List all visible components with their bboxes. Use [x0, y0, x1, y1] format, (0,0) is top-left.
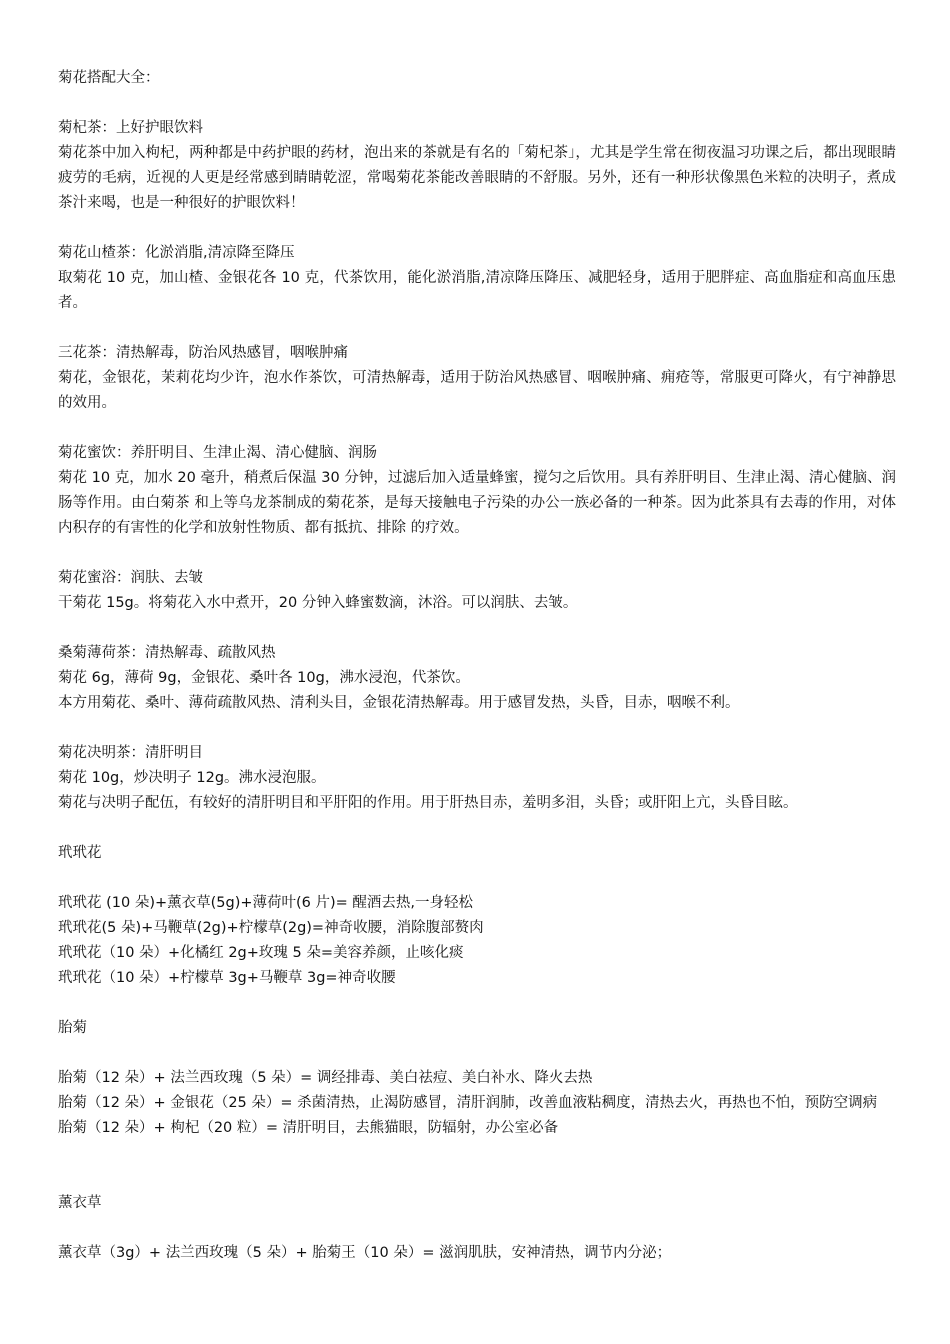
section-taiju — [58, 1016, 896, 1141]
list-item: 胎菊（12 朵）+ 金银花（25 朵）= 杀菌清热，止渴防感冒，清肝润肺，改善血液粘稠度，清热去火，再热也不怕，预防空调病 — [58, 1095, 878, 1111]
section-heading: 菊花决明茶：清肝明目 — [58, 745, 203, 761]
spacer — [58, 716, 896, 741]
section-heading: 薰衣草 — [58, 1195, 102, 1211]
section-paragraph: 菊花 6g，薄荷 9g，金银花、桑叶各 10g，沸水浸泡，代茶饮。 — [58, 670, 470, 686]
spacer — [58, 1216, 896, 1241]
spacer — [58, 216, 896, 241]
section-cassia-tea — [58, 741, 896, 816]
spacer — [58, 991, 896, 1016]
spacer — [58, 1041, 896, 1066]
list-item: 胎菊（12 朵）+ 枸杞（20 粒）= 清肝明目，去熊猫眼，防辐射，办公室必备 — [58, 1120, 559, 1136]
spacer — [58, 1141, 896, 1191]
section-heading: 菊花蜜浴：润肤、去皱 — [58, 570, 203, 586]
list-item: 玳玳花 (10 朵)+薰衣草(5g)+薄荷叶(6 片)= 醒酒去热,一身轻松 — [58, 895, 474, 911]
list-item: 胎菊（12 朵）+ 法兰西玫瑰（5 朵）= 调经排毒、美白祛痘、美白补水、降火去热 — [58, 1070, 593, 1086]
section-hawthorn-tea — [58, 241, 896, 316]
spacer — [58, 816, 896, 841]
section-heading: 胎菊 — [58, 1020, 87, 1036]
section-paragraph: 菊花 10g，炒决明子 12g。沸水浸泡服。 — [58, 770, 326, 786]
section-lavender — [58, 1191, 896, 1266]
list-item: 玳玳花(5 朵)+马鞭草(2g)+柠檬草(2g)=神奇收腰，消除腹部赘肉 — [58, 920, 484, 936]
list-item: 玳玳花（10 朵）+化橘红 2g+玫瑰 5 朵=美容养颜，止咳化痰 — [58, 945, 464, 961]
section-three-flower-tea — [58, 341, 896, 416]
spacer — [58, 91, 896, 116]
section-heading: 菊杞茶：上好护眼饮料 — [58, 120, 203, 136]
section-honey-bath — [58, 566, 896, 616]
section-paragraph: 菊花，金银花，茉莉花均少许，泡水作茶饮，可清热解毒，适用于防治风热感冒、咽喉肿痛、痈疮等，常服更可降火，有宁神静思的效用。 — [58, 370, 896, 411]
section-paragraph: 菊花茶中加入枸杞，两种都是中药护眼的药材，泡出来的茶就是有名的「菊杞茶」，尤其是学生常在彻夜温习功课之后，都出现眼睛疲劳的毛病，近视的人更是经常感到睛睛乾涩，常喝菊花茶能改善眼睛的不舒服。另外，还有一种形状像黑色米粒的决明子，煮成茶汁来喝，也是一种很好的护眼饮料！ — [58, 145, 896, 211]
section-paragraph: 本方用菊花、桑叶、薄荷疏散风热、清利头目，金银花清热解毒。用于感冒发热，头昏，目赤，咽喉不利。 — [58, 695, 740, 711]
section-mulberry-mint-tea — [58, 641, 896, 716]
section-paragraph: 干菊花 15g。将菊花入水中煮开，20 分钟入蜂蜜数滴，沐浴。可以润肤、去皱。 — [58, 595, 578, 611]
spacer — [58, 316, 896, 341]
spacer — [58, 541, 896, 566]
section-heading: 玳玳花 — [58, 845, 102, 861]
spacer — [58, 416, 896, 441]
section-juqi-tea — [58, 116, 896, 216]
section-honey-drink — [58, 441, 896, 541]
section-paragraph: 菊花与决明子配伍，有较好的清肝明目和平肝阳的作用。用于肝热目赤，羞明多泪，头昏；或肝阳上亢，头昏目眩。 — [58, 795, 798, 811]
section-paragraph: 菊花 10 克，加水 20 毫升，稍煮后保温 30 分钟，过滤后加入适量蜂蜜，搅匀之后饮用。具有养肝明目、生津止渴、清心健脑、润肠等作用。由白菊茶 和上等乌龙茶制成的菊花茶，是每天接触电子污染的办公一族必备的一种茶。因为此茶具有去毒的作用，对体内积存的有害性的化学和放射性物质、都有抵抗、排除 的疗效。 — [58, 470, 896, 536]
document-page — [58, 66, 896, 1266]
spacer — [58, 866, 896, 891]
list-item: 薰衣草（3g）+ 法兰西玫瑰（5 朵）+ 胎菊王（10 朵）= 滋润肌肤，安神清热，调节内分泌； — [58, 1245, 672, 1261]
section-heading: 菊花山楂茶：化淤消脂,清凉降至降压 — [58, 245, 295, 261]
spacer — [58, 616, 896, 641]
section-heading: 菊花蜜饮：养肝明目、生津止渴、清心健脑、润肠 — [58, 445, 377, 461]
section-daidai-flower — [58, 841, 896, 991]
document-title: 菊花搭配大全： — [58, 70, 160, 86]
section-heading: 桑菊薄荷茶：清热解毒、疏散风热 — [58, 645, 276, 661]
list-item: 玳玳花（10 朵）+柠檬草 3g+马鞭草 3g=神奇收腰 — [58, 970, 396, 986]
section-heading: 三花茶：清热解毒，防治风热感冒，咽喉肿痛 — [58, 345, 348, 361]
section-paragraph: 取菊花 10 克，加山楂、金银花各 10 克，代茶饮用，能化淤消脂,清凉降压降压、减肥轻身，适用于肥胖症、高血脂症和高血压患者。 — [58, 270, 896, 311]
